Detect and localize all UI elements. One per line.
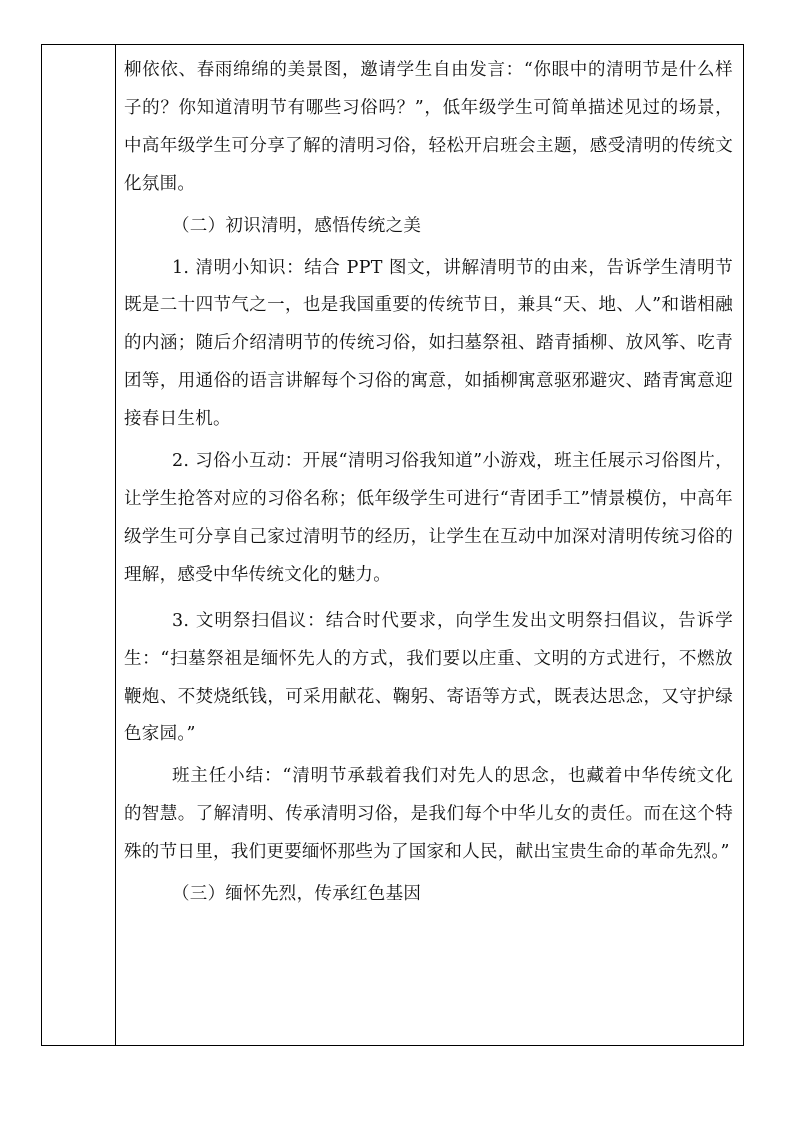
section-heading-3: （三）缅怀先烈，传承红色基因 <box>172 884 422 905</box>
qingming-knowledge-paragraph: 1. 清明小知识：结合 PPT 图文，讲解清明节的由来，告诉学生清明节既是二十四节气之一，也是我国重要的传统节日，兼具“天、地、人”和谐相融的内涵；随后介绍清明节的传统习俗，如扫墓祭祖、踏青插柳、放风筝、吃青团等，用通俗的语言讲解每个习俗的寓意，如插柳寓意驱邪避灾、踏青寓意迎接春日生机。 <box>124 257 733 430</box>
table-label-column <box>42 45 116 1045</box>
custom-interaction-paragraph: 2. 习俗小互动：开展“清明习俗我知道”小游戏，班主任展示习俗图片，让学生抢答对应的习俗名称；低年级学生可进行“青团手工”情景模仿，中高年级学生可分享自己家过清明节的经历，让学生在互动中加深对清明传统习俗的理解，感受中华传统文化的魅力。 <box>124 451 733 585</box>
civilized-tomb-sweeping-paragraph: 3. 文明祭扫倡议：结合时代要求，向学生发出文明祭扫倡议，告诉学生：“扫墓祭祖是缅怀先人的方式，我们要以庄重、文明的方式进行，不燃放鞭炮、不焚烧纸钱，可采用献花、鞠躬、寄语等方式，既表达思念，又守护绿色家园。” <box>124 610 733 745</box>
teacher-summary-paragraph: 班主任小结：“清明节承载着我们对先人的思念，也藏着中华传统文化的智慧。了解清明、传承清明习俗，是我们每个中华儿女的责任。而在这个特殊的节日里，我们更要缅怀那些为了国家和人民，献出宝贵生命的革命先烈。” <box>124 766 733 863</box>
table-content-cell <box>124 45 733 1045</box>
intro-paragraph: 柳依依、春雨绵绵的美景图，邀请学生自由发言：“你眼中的清明节是什么样子的？你知道清明节有哪些习俗吗？”，低年级学生可简单描述见过的场景，中高年级学生可分享了解的清明习俗，轻松开启班会主题，感受清明的传统文化氛围。 <box>124 60 733 194</box>
lesson-plan-table <box>41 44 744 1046</box>
section-heading-2: （二）初识清明，感悟传统之美 <box>172 215 422 236</box>
